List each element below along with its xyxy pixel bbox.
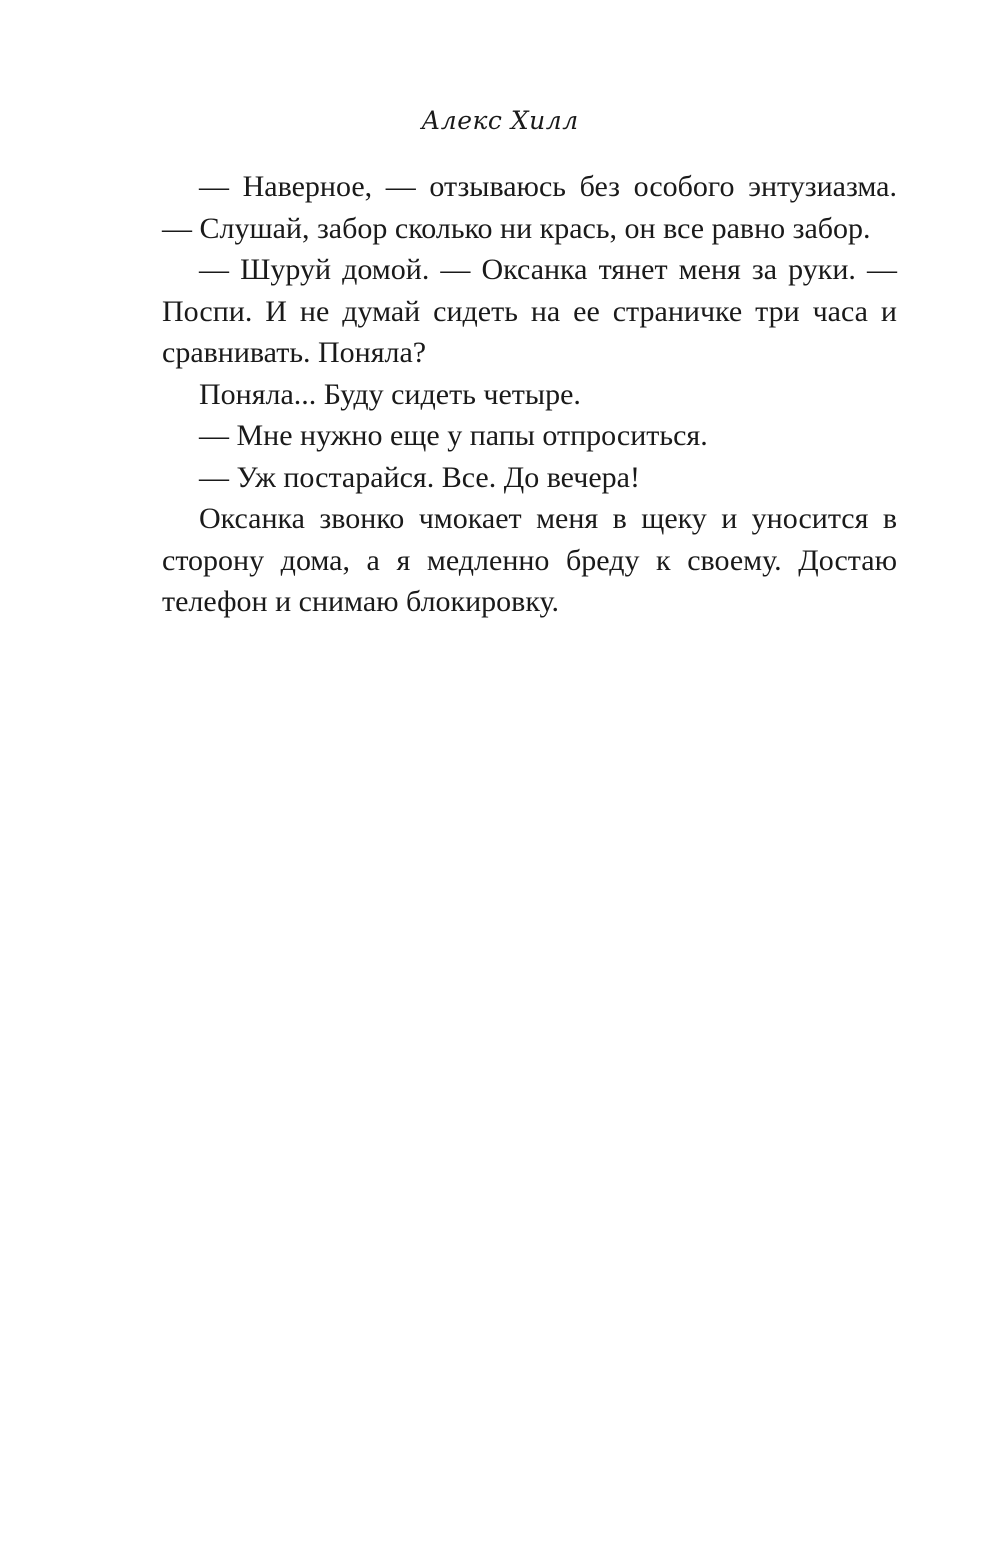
paragraph: Оксанка звонко чмокает меня в щеку и уносится в сторону дома, а я медленно бреду к своему. Достаю телефон и снимаю блокировку. [162,502,897,618]
paragraph: — Мне нужно еще у папы отпроситься. [199,419,708,452]
paragraph: — Шуруй домой. — Оксанка тянет меня за руки. — Поспи. И не думай сидеть на ее страничке три часа и сравнивать. Поняла? [162,253,897,369]
running-head-author: Алекс Хилл [421,106,579,135]
paragraph: — Наверное, — отзываюсь без особого энтузиазма. — Слушай, забор сколько ни крась, он все равно забор. [162,170,897,245]
paragraph: — Уж постарайся. Все. До вечера! [199,460,640,494]
body-text [162,166,897,623]
paragraph: Поняла... Буду сидеть четыре. [199,377,581,411]
